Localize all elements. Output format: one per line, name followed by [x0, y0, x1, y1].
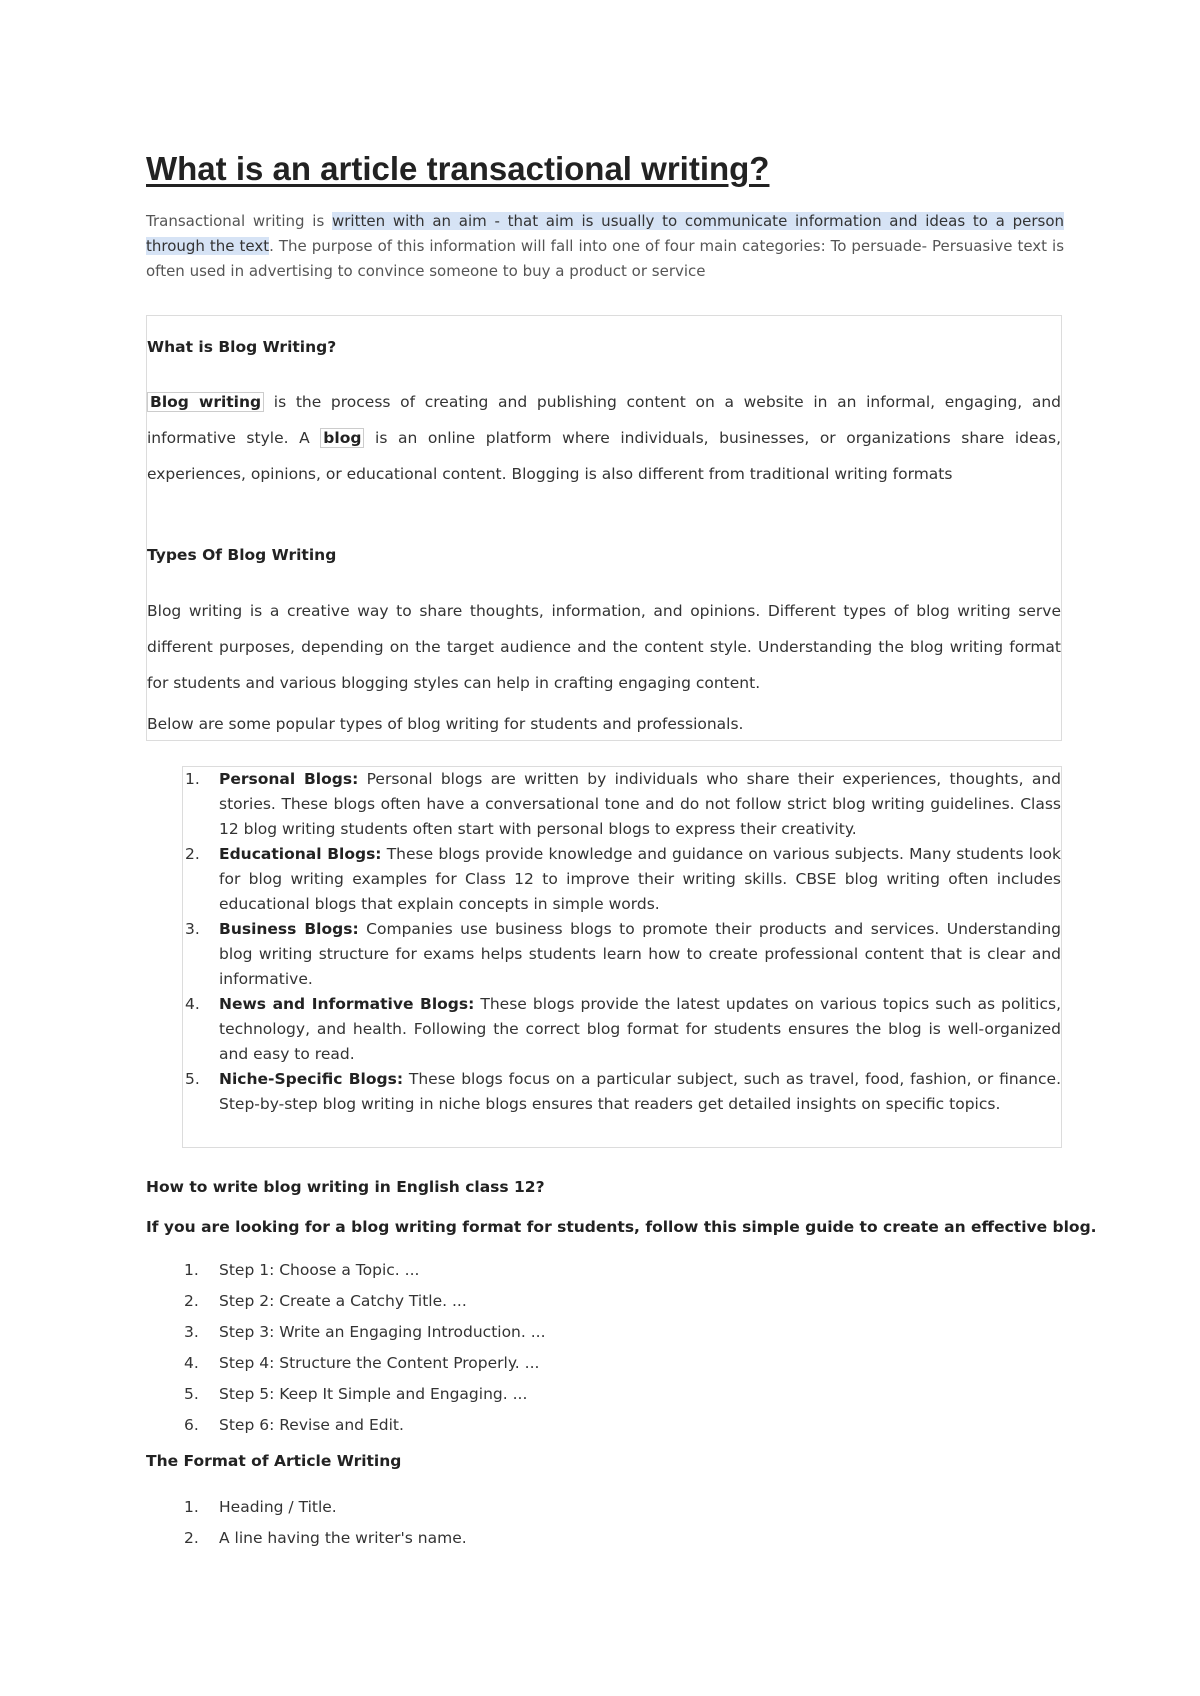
list-item — [146, 1255, 1026, 1286]
format-item-text: Heading / Title. — [219, 1498, 337, 1516]
list-item — [183, 842, 1061, 917]
guide-heading: If you are looking for a blog writing format for students, follow this simple guide to create an effective blog. — [146, 1218, 1097, 1236]
list-number: 1. — [185, 770, 200, 788]
list-item-label: Personal Blogs: — [219, 770, 359, 788]
list-item — [146, 1317, 1026, 1348]
step-text: Step 1: Choose a Topic. ... — [219, 1261, 420, 1279]
intro-text-end: . The purpose of this information will fall into one of four main categories: To persuade- Persuasive text is often used in advertising to convince someone to buy a product or service — [146, 237, 1065, 280]
how-to-heading: How to write blog writing in English class 12? — [146, 1178, 545, 1196]
types-heading: Types Of Blog Writing — [147, 546, 337, 564]
list-item-label: Niche-Specific Blogs: — [219, 1070, 404, 1088]
list-item — [146, 1348, 1026, 1379]
step-text: Step 5: Keep It Simple and Engaging. ... — [219, 1385, 528, 1403]
list-item-label: News and Informative Blogs: — [219, 995, 475, 1013]
list-item — [146, 1492, 1026, 1523]
step-text: Step 6: Revise and Edit. — [219, 1416, 404, 1434]
page-title: What is an article transactional writing? — [146, 150, 770, 187]
list-number: 5. — [185, 1070, 200, 1088]
list-number: 2. — [185, 845, 200, 863]
format-item-text: A line having the writer's name. — [219, 1529, 467, 1547]
list-number: 1. — [184, 1498, 199, 1516]
step-text: Step 2: Create a Catchy Title. ... — [219, 1292, 467, 1310]
intro-text-highlight[interactable]: written with an aim - that aim is usually to communicate information and ideas to a person through the text — [146, 212, 1064, 255]
list-number: 5. — [184, 1385, 199, 1403]
list-number: 3. — [184, 1323, 199, 1341]
list-number: 3. — [185, 920, 200, 938]
list-item — [183, 917, 1061, 992]
list-item — [146, 1286, 1026, 1317]
list-number: 2. — [184, 1529, 199, 1547]
list-number: 2. — [184, 1292, 199, 1310]
list-item — [146, 1410, 1026, 1441]
list-item-text: These blogs provide the latest updates on various topics such as politics, technology, and health. Following the correct blog format for students ensures the blog is well-organized and easy to read. — [219, 995, 1062, 1063]
blog-writing-section — [146, 315, 1062, 741]
list-item-text: These blogs focus on a particular subject, such as travel, food, fashion, or finance. Step-by-step blog writing in niche blogs ensures that readers get detailed insights on specific topics. — [219, 1070, 1061, 1113]
blog-writing-text-2: is an online platform where individuals, businesses, or organizations share ideas, experiences, opinions, or educational content. Blogging is also different from traditional writing formats — [147, 429, 1062, 483]
term-blog[interactable]: blog — [320, 428, 364, 448]
format-list — [146, 1492, 1026, 1554]
step-text: Step 3: Write an Engaging Introduction. ... — [219, 1323, 546, 1341]
list-number: 6. — [184, 1416, 199, 1434]
list-number: 4. — [184, 1354, 199, 1372]
list-item-text: Companies use business blogs to promote their products and services. Understanding blog writing structure for exams helps students learn how to create professional content that is clear and informative. — [219, 920, 1062, 988]
list-item-text: These blogs provide knowledge and guidance on various subjects. Many students look for blog writing examples for Class 12 to improve their writing skills. CBSE blog writing often includes educational blogs that explain concepts in simple words. — [219, 845, 1061, 913]
blog-types-list — [182, 766, 1062, 1148]
list-item — [183, 992, 1061, 1067]
blog-writing-heading: What is Blog Writing? — [147, 338, 337, 356]
list-item — [146, 1379, 1026, 1410]
blog-writing-text-1: is the process of creating and publishing content on a website in an informal, engaging, and informative style. A — [147, 393, 1061, 447]
list-item — [146, 1523, 1026, 1554]
types-intro-line: Below are some popular types of blog writing for students and professionals. — [147, 715, 744, 733]
intro-text-start: Transactional writing is — [146, 212, 332, 230]
list-number: 1. — [184, 1261, 199, 1279]
steps-list — [146, 1255, 1026, 1441]
list-item-text: Personal blogs are written by individuals who share their experiences, thoughts, and stories. These blogs often have a conversational tone and do not follow strict blog writing guidelines. Class 12 blog writing students often start with personal blogs to express their creativity. — [219, 770, 1061, 838]
format-heading: The Format of Article Writing — [146, 1452, 402, 1470]
step-text: Step 4: Structure the Content Properly. ... — [219, 1354, 540, 1372]
list-number: 4. — [185, 995, 200, 1013]
blog-writing-paragraph — [147, 384, 1061, 492]
intro-paragraph — [146, 209, 1064, 284]
term-blog-writing[interactable]: Blog writing — [147, 392, 264, 412]
list-item-label: Educational Blogs: — [219, 845, 382, 863]
list-item-label: Business Blogs: — [219, 920, 359, 938]
types-paragraph: Blog writing is a creative way to share thoughts, information, and opinions. Different types of blog writing serve different purposes, depending on the target audience and the content style. Understanding the blog writing format for students and various blogging styles can help in crafting engaging content. — [147, 602, 1061, 692]
list-item — [183, 767, 1061, 842]
list-item — [183, 1067, 1061, 1117]
